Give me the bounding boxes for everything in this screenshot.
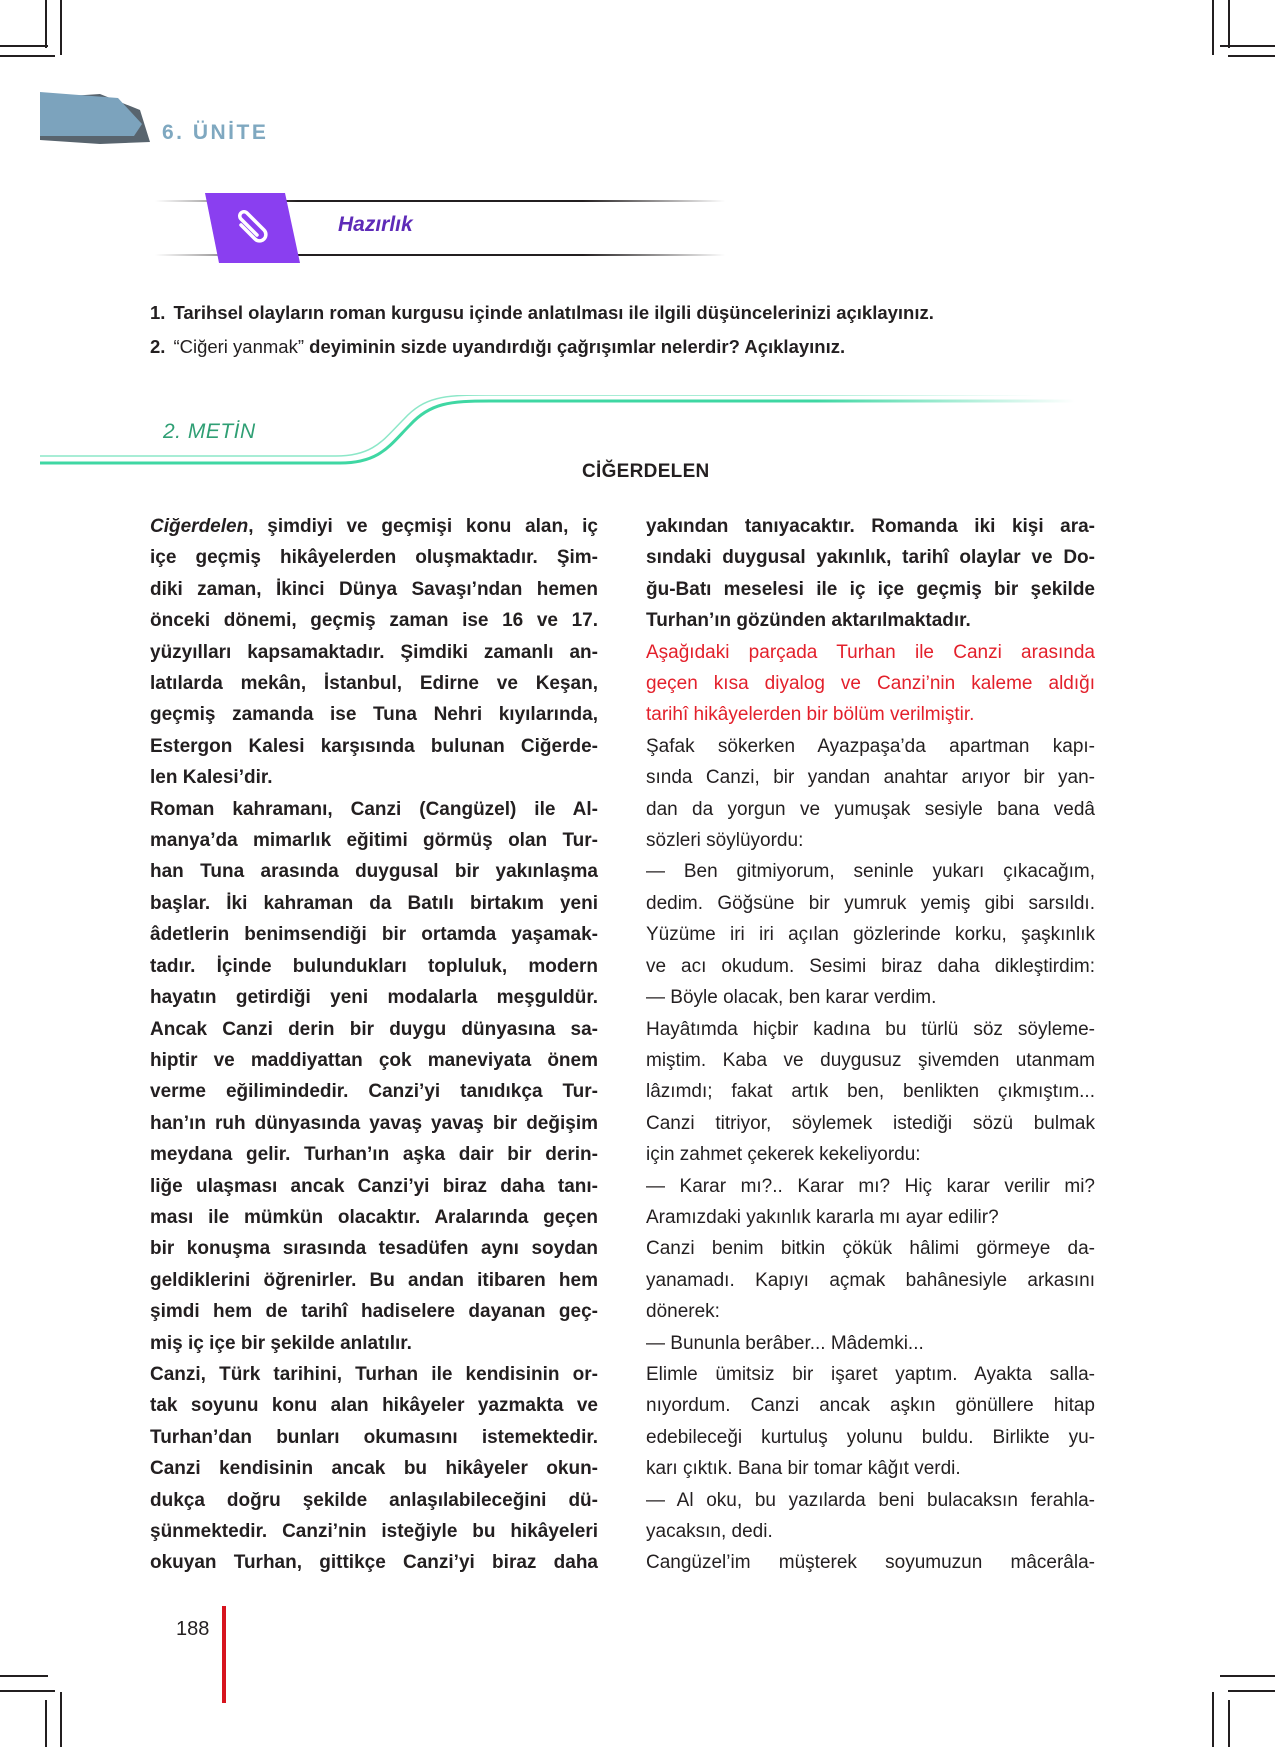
crop-mark bbox=[60, 1692, 62, 1747]
question-number: 2. bbox=[150, 336, 166, 357]
text-line: Canzi benim bitkin çökük hâlimi görmeye da- bbox=[646, 1238, 1095, 1260]
text-line: manya’da mimarlık eğitimi görmüş olan Tur- bbox=[150, 830, 598, 852]
text-line: han Tuna arasında duygusal bir yakınlaşma bbox=[150, 861, 598, 883]
text-line: dedim. Göğsüne bir yumruk yemiş gibi sarsıldı. bbox=[646, 892, 1095, 914]
crop-mark bbox=[1212, 0, 1214, 55]
text-line: Canzi kendisinin ancak bu hikâyeler okun- bbox=[150, 1458, 598, 1480]
text-line: okuyan Turhan, gittikçe Canzi’yi biraz daha bbox=[150, 1552, 598, 1574]
preparation-questions bbox=[150, 296, 1110, 364]
text-line: ve acı okudum. Sesimi biraz daha dikleştirdim: bbox=[646, 955, 1095, 977]
crop-mark bbox=[0, 1675, 48, 1677]
crop-mark bbox=[0, 1690, 55, 1692]
text-line: sında Canzi, bir yandan anahtar arıyor bir yan- bbox=[646, 767, 1095, 789]
text-line: Turhan’ın gözünden aktarılmaktadır. bbox=[646, 610, 971, 632]
text-line: — Karar mı?.. Karar mı? Hiç karar verilir mi? bbox=[646, 1175, 1095, 1197]
text-line: nıyordum. Canzi ancak aşkın gönüllere hitap bbox=[646, 1395, 1095, 1417]
text-line: latılarda mekân, İstanbul, Edirne ve Keşan, bbox=[150, 673, 598, 695]
text-line: Canzi titriyor, söylemek istediği sözü bulmak bbox=[646, 1112, 1095, 1134]
text-line: — Bununla berâber... Mâdemki... bbox=[646, 1332, 924, 1354]
preparation-title: Hazırlık bbox=[338, 213, 413, 236]
text-line bbox=[150, 511, 598, 542]
text-line: dukça doğru şekilde anlaşılabileceğini dü- bbox=[150, 1489, 598, 1511]
preparation-icon-badge bbox=[205, 193, 300, 263]
text-line: — Al oku, bu yazılarda beni bulacaksın ferahla- bbox=[646, 1489, 1095, 1511]
unit-tab-graphic bbox=[40, 92, 152, 154]
crop-mark bbox=[60, 0, 62, 55]
crop-mark bbox=[1228, 1690, 1275, 1692]
text-line: yacaksın, dedi. bbox=[646, 1521, 773, 1542]
text-line: ğu-Batı meselesi ile iç içe geçmiş bir şekilde bbox=[646, 578, 1095, 600]
left-column bbox=[150, 511, 598, 1579]
text-line: tarihî hikâyelerden bir bölüm verilmiştir. bbox=[646, 704, 975, 726]
text-line: Ancak Canzi derin bir duygu dünyasına sa- bbox=[150, 1018, 598, 1040]
text-line: meydana gelir. Turhan’ın aşka dair bir derin- bbox=[150, 1144, 598, 1166]
text-line: hiptir ve maddiyattan çok maneviyata önem bbox=[150, 1049, 598, 1071]
text-line: Elimle ümitsiz bir işaret yaptım. Ayakta salla- bbox=[646, 1363, 1095, 1385]
text-line: bir konuşma sırasında tesadüfen aynı soydan bbox=[150, 1238, 598, 1260]
text-line: şimdi hem de tarihî hadiselere dayanan geç- bbox=[150, 1301, 598, 1323]
text-line: — Ben gitmiyorum, seninle yukarı çıkacağım, bbox=[646, 861, 1095, 883]
text-line: diki zaman, İkinci Dünya Savaşı’ndan hemen bbox=[150, 578, 598, 600]
text-line: için zahmet çekerek kekeliyordu: bbox=[646, 1144, 921, 1166]
question-item bbox=[150, 330, 1110, 364]
text-line: başlar. İki kahraman da Batılı birtakım yeni bbox=[150, 892, 598, 914]
unit-label: 6. ÜNİTE bbox=[162, 121, 269, 144]
text-line: önceki dönemi, geçmiş zaman ise 16 ve 17. bbox=[150, 610, 598, 632]
text-line: lâzımdı; fakat artık ben, benlikten çıkmıştım... bbox=[646, 1081, 1095, 1103]
text-line: dan da yorgun ve yumuşak sesiyle bana vedâ bbox=[646, 798, 1095, 820]
page-number-bar bbox=[222, 1606, 226, 1703]
text-line-rest: , şimdiyi ve geçmişi konu alan, iç bbox=[248, 516, 598, 537]
text-line: Aşağıdaki parçada Turhan ile Canzi arasında bbox=[646, 641, 1095, 663]
text-line: Canzi, Türk tarihini, Turhan ile kendisinin or- bbox=[150, 1363, 598, 1385]
text-line: Hayâtımda hiçbir kadına bu türlü söz söyleme- bbox=[646, 1018, 1095, 1040]
text-line: liğe ulaşması ancak Canzi’yi biraz daha tanı- bbox=[150, 1175, 598, 1197]
text-line: şünmektedir. Canzi’nin isteğiyle bu hikâyeleri bbox=[150, 1521, 598, 1542]
text-line: geçmiş zamanda ise Tuna Nehri kıyılarında, bbox=[150, 704, 598, 726]
question-text-quote: “Ciğeri yanmak” bbox=[173, 336, 304, 357]
text-line: Estergon Kalesi karşısında bulunan Ciğerde- bbox=[150, 735, 598, 757]
text-line: tadır. İçinde bulundukları topluluk, modern bbox=[150, 955, 598, 977]
crop-mark bbox=[1212, 1692, 1214, 1747]
text-line: dönerek: bbox=[646, 1301, 720, 1323]
text-line: — Böyle olacak, ben karar verdim. bbox=[646, 987, 937, 1009]
text-line: Turhan’dan bunları okumasını istemektedir. bbox=[150, 1426, 598, 1448]
text-line: Yüzüme iri iri açılan gözlerinde korku, şaşkınlık bbox=[646, 924, 1095, 946]
paperclip-icon bbox=[233, 205, 273, 254]
text-line: Şafak sökerken Ayazpaşa’da apartman kapı- bbox=[646, 735, 1095, 757]
page-number: 188 bbox=[176, 1618, 210, 1640]
text-line: Aramızdaki yakınlık kararla mı ayar edilir? bbox=[646, 1206, 999, 1228]
question-text: Tarihsel olayların roman kurgusu içinde anlatılması ile ilgili düşüncelerinizi açıklayınız. bbox=[173, 302, 934, 323]
text-line: içe geçmiş hikâyelerden oluşmaktadır. Şim- bbox=[150, 547, 598, 569]
text-line: miştim. Kaba ve duygusuz şivemden utanmam bbox=[646, 1049, 1095, 1071]
crop-mark bbox=[45, 0, 47, 48]
right-column bbox=[646, 511, 1095, 1579]
text-line: verme eğilimindedir. Canzi’yi tanıdıkça Tur- bbox=[150, 1081, 598, 1103]
text-section-label: 2. METİN bbox=[163, 420, 256, 443]
text-line: han’ın ruh dünyasında yavaş yavaş bir değişim bbox=[150, 1112, 598, 1134]
text-title: CİĞERDELEN bbox=[582, 461, 710, 482]
text-line: sındaki duygusal yakınlık, tarihî olaylar ve Do- bbox=[646, 547, 1095, 569]
crop-mark bbox=[0, 45, 48, 47]
question-number: 1. bbox=[150, 302, 166, 323]
text-line: miş iç içe bir şekilde anlatılır. bbox=[150, 1332, 412, 1354]
crop-mark bbox=[45, 1700, 47, 1747]
text-line: geldiklerini öğrenirler. Bu andan itibaren hem bbox=[150, 1269, 598, 1291]
text-line: yanamadı. Kapıyı açmak bahânesiyle arkasını bbox=[646, 1269, 1095, 1291]
text-line: geçen kısa diyalog ve Canzi’nin kaleme aldığı bbox=[646, 673, 1095, 695]
text-line: âdetlerin benimsendiği bir ortamda yaşamak- bbox=[150, 924, 598, 946]
text-line: hayatın getirdiği yeni modalarla meşguldür. bbox=[150, 987, 598, 1009]
crop-mark bbox=[1220, 1675, 1275, 1677]
book-title: Ciğerdelen bbox=[150, 516, 249, 537]
text-line: Cangüzel’im müşterek soyumuzun mâcerâla- bbox=[646, 1552, 1095, 1574]
text-line: len Kalesi’dir. bbox=[150, 767, 273, 789]
text-line: yüzyılları kapsamaktadır. Şimdiki zamanlı an- bbox=[150, 641, 598, 663]
question-item bbox=[150, 296, 1110, 330]
crop-mark bbox=[1228, 0, 1230, 48]
text-line: Roman kahramanı, Canzi (Cangüzel) ile Al- bbox=[150, 798, 598, 820]
crop-mark bbox=[1220, 45, 1275, 47]
crop-mark bbox=[1228, 55, 1275, 57]
text-line: yakından tanıyacaktır. Romanda iki kişi ara- bbox=[646, 516, 1095, 537]
text-line: edebileceği kurtuluş yolunu buldu. Birlikte yu- bbox=[646, 1426, 1095, 1448]
text-line: tak soyunu konu alan hikâyeler yazmakta ve bbox=[150, 1395, 598, 1417]
crop-mark bbox=[1228, 1700, 1230, 1747]
text-line: karı çıktık. Bana bir tomar kâğıt verdi. bbox=[646, 1458, 961, 1480]
text-line: ması ile mümkün olacaktır. Aralarında geçen bbox=[150, 1206, 598, 1228]
crop-mark bbox=[0, 55, 55, 57]
text-line: sözleri söylüyordu: bbox=[646, 830, 804, 852]
question-text: deyiminin sizde uyandırdığı çağrışımlar nelerdir? Açıklayınız. bbox=[304, 336, 846, 357]
